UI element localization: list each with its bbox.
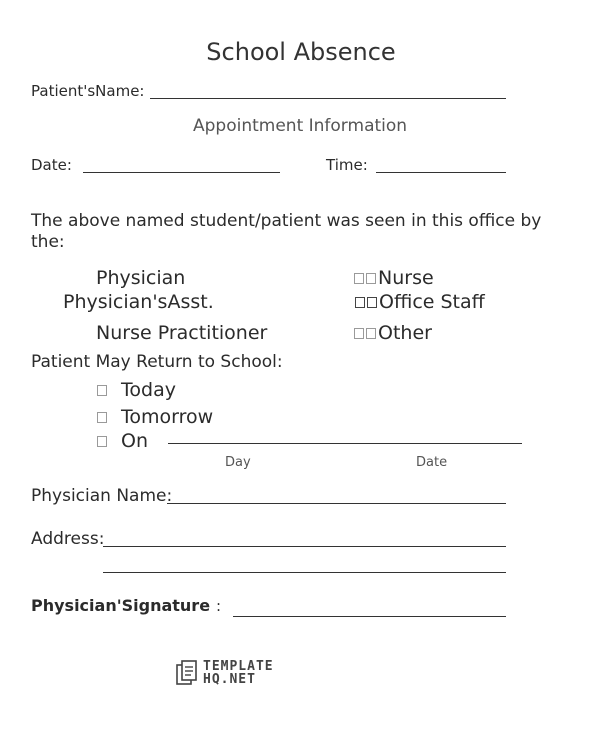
time-line[interactable]: [376, 172, 506, 173]
nurse-checkbox-2[interactable]: [366, 273, 376, 284]
signature-line[interactable]: [233, 616, 506, 617]
office-staff-label: Office Staff: [379, 291, 485, 313]
day-sublabel: Day: [225, 455, 251, 470]
physician-name-label: Physician Name:: [31, 486, 173, 506]
signature-colon: :: [216, 597, 222, 615]
tomorrow-checkbox[interactable]: [97, 412, 107, 423]
time-label: Time:: [326, 156, 368, 174]
date-label: Date:: [31, 156, 72, 174]
option-office-staff: [355, 291, 485, 313]
tomorrow-label: Tomorrow: [121, 406, 214, 428]
option-tomorrow: [97, 406, 213, 428]
office-staff-checkbox-2[interactable]: [367, 297, 377, 308]
statement-text: The above named student/patient was seen in this office by: [31, 211, 542, 231]
brand-logo: [203, 660, 274, 686]
physician-name-line[interactable]: [167, 503, 506, 504]
patient-name-label: Patient'sName:: [31, 82, 145, 100]
form-title: School Absence: [206, 38, 396, 66]
option-physician: Physician: [96, 267, 186, 289]
patient-name-line[interactable]: [150, 98, 506, 99]
date-sublabel: Date: [416, 455, 448, 470]
on-date-line[interactable]: [168, 443, 522, 444]
document-logo-icon: [176, 660, 198, 686]
on-checkbox[interactable]: [97, 436, 107, 447]
other-checkbox-2[interactable]: [366, 328, 376, 339]
on-label: On: [121, 430, 148, 452]
appointment-heading: Appointment Information: [193, 116, 408, 136]
office-staff-checkbox[interactable]: [355, 297, 365, 308]
option-other: [354, 322, 432, 344]
option-on: [97, 430, 148, 452]
option-physician-asst: Physician'sAsst.: [63, 291, 214, 313]
logo-line-2: HQ.NET: [203, 672, 256, 687]
address-label: Address:: [31, 529, 105, 549]
other-label: Other: [378, 322, 432, 344]
today-label: Today: [121, 379, 176, 401]
nurse-checkbox[interactable]: [354, 273, 364, 284]
address-line-2[interactable]: [103, 572, 506, 573]
option-nurse-practitioner: Nurse Practitioner: [96, 322, 268, 344]
address-line-1[interactable]: [103, 546, 506, 547]
option-nurse: [354, 267, 434, 289]
logo-line-1: TEMPLATE: [203, 659, 274, 674]
nurse-label: Nurse: [378, 267, 434, 289]
signature-label: Physician'Signature: [31, 596, 211, 615]
today-checkbox[interactable]: [97, 385, 107, 396]
other-checkbox[interactable]: [354, 328, 364, 339]
statement-text-cont: the:: [31, 232, 65, 252]
option-today: [97, 379, 176, 401]
date-line[interactable]: [83, 172, 280, 173]
return-label: Patient May Return to School:: [31, 352, 283, 372]
